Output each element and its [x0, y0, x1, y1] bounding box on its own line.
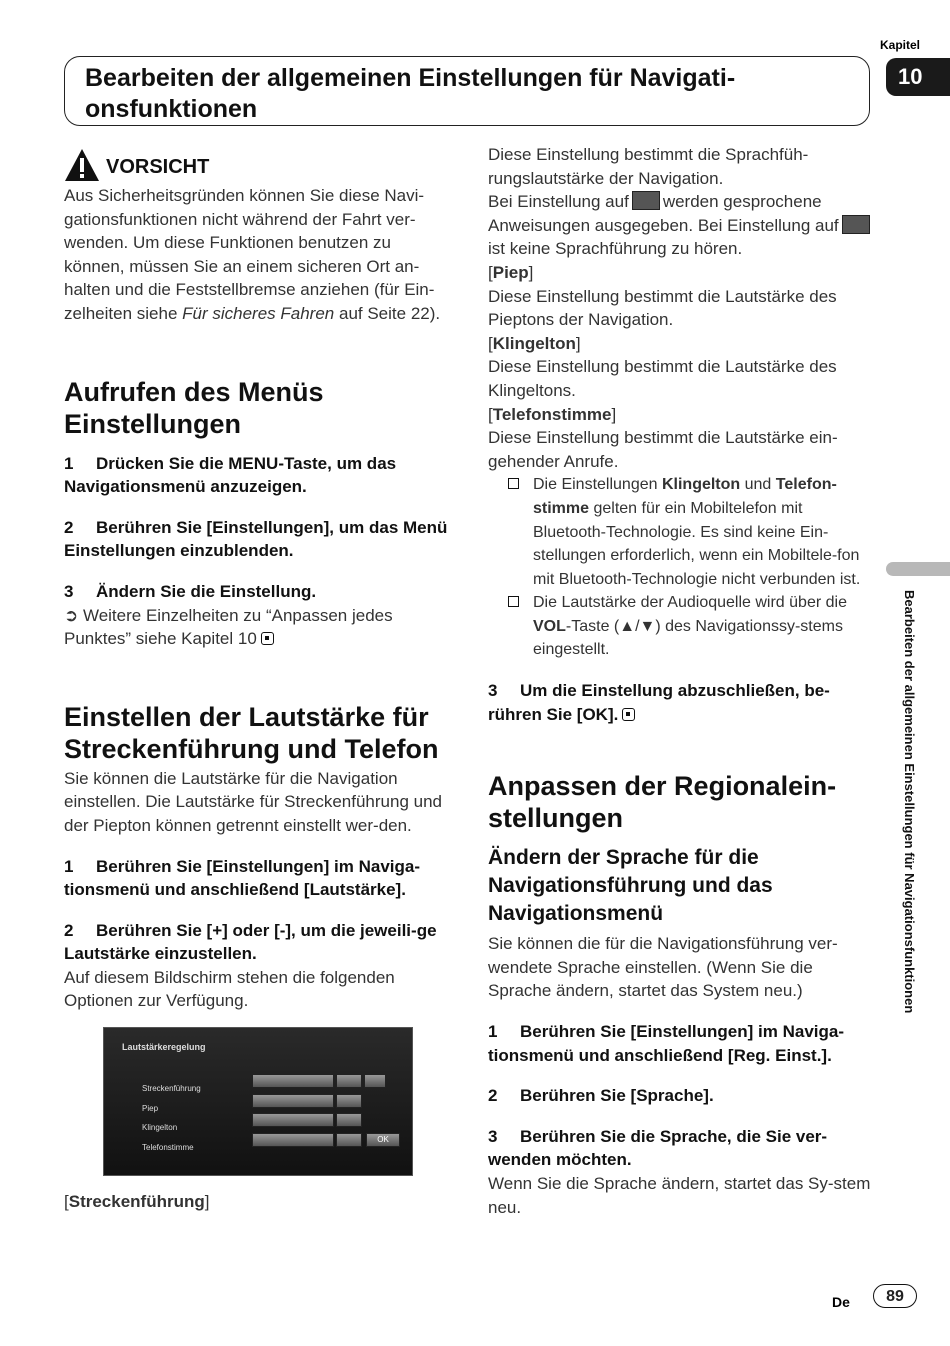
warning-text-part: auf Seite 22).	[334, 303, 441, 323]
step	[488, 1125, 873, 1172]
step-number: 3	[488, 1126, 498, 1146]
page-number: 89	[873, 1284, 917, 1308]
step-number: 2	[64, 517, 74, 537]
screen-plus-button	[336, 1113, 362, 1127]
paragraph: Diese Einstellung bestimmt die Lautstärke des Pieptons der Navigation.	[488, 286, 837, 330]
screen-volume-slider	[252, 1133, 334, 1147]
step-number: 1	[64, 453, 74, 473]
step-text: Berühren Sie [Sprache].	[520, 1086, 714, 1106]
text-bold: Klingelton	[661, 476, 741, 494]
step	[64, 919, 449, 966]
step	[64, 452, 449, 499]
chapter-label: Kapitel	[880, 38, 921, 52]
paragraph: Wenn Sie die Sprache ändern, startet das Sy-stem neu.	[488, 1174, 871, 1217]
screen-ok-button: OK	[366, 1133, 400, 1147]
screen-plus-button	[336, 1094, 362, 1108]
voice-on-icon	[632, 191, 660, 210]
step	[64, 580, 449, 604]
option-name: Piep	[492, 262, 529, 282]
end-mark-icon	[622, 708, 635, 721]
text-bold: VOL	[533, 617, 566, 635]
speaker-icon	[364, 1074, 386, 1088]
step-text: Berühren Sie [Einstellungen] im Naviga-tionsmenü und anschließend [Lautstärke].	[64, 856, 421, 900]
note-item	[488, 591, 873, 662]
screen-row-label: Streckenführung	[142, 1084, 201, 1094]
right-column	[488, 143, 873, 1219]
warning-text-part: Aus Sicherheitsgründen können Sie diese Navi-gationsfunktionen nicht während der Fahrt ver-wenden. Um diese Funktionen benutzen zu können, müssen Sie an einem sicheren Ort an-halten und die Feststellbremse anziehen (für Ein-zelheiten siehe	[64, 186, 435, 323]
screen-title: Lautstärkeregelung	[122, 1042, 206, 1053]
text-part: werden gesprochene Anweisungen ausgegeben. Bei Einstellung auf	[488, 192, 839, 235]
step-text: Ändern Sie die Einstellung.	[96, 581, 317, 601]
step-text: Berühren Sie [+] oder [-], um die jeweili-ge Lautstärke einzustellen.	[64, 920, 437, 964]
volume-screen-image	[103, 1027, 413, 1176]
warning-icon	[64, 148, 100, 182]
step	[64, 516, 449, 563]
step-number: 2	[488, 1086, 498, 1106]
warning-header	[64, 146, 449, 182]
checkbox-bullet-icon	[508, 478, 519, 489]
step	[64, 855, 449, 902]
text-part: ist keine Sprachführung zu hören.	[488, 239, 743, 259]
step	[488, 679, 873, 726]
side-tab-marker	[886, 562, 950, 576]
bracket: [	[64, 1192, 69, 1212]
step-text: Um die Einstellung abzuschließen, be-rühren Sie [OK].	[488, 681, 830, 724]
chapter-number: 10	[886, 58, 950, 96]
text-part: gelten für ein Mobiltelefon mit Bluetooth-Technologie. Es sind keine Ein-stellungen erforderlich, wenn ein Mobiltele-fon mit Bluetooth-Technologie nicht verbunden ist.	[533, 499, 861, 588]
screen-volume-slider	[252, 1074, 334, 1088]
screen-row-label: Telefonstimme	[142, 1143, 194, 1153]
paragraph	[488, 190, 873, 261]
paragraph: Diese Einstellung bestimmt die Lautstärke ein-gehender Anrufe.	[488, 428, 838, 471]
screen-row-label: Piep	[142, 1104, 159, 1114]
end-mark-icon	[261, 632, 274, 645]
note-item	[488, 473, 873, 591]
text-part: und	[740, 476, 776, 494]
text-bold: Telefon-stimme	[533, 476, 837, 517]
step	[488, 1020, 873, 1067]
option-label	[64, 1190, 449, 1214]
step-text: Berühren Sie [Einstellungen] im Naviga-tionsmenü und anschließend [Reg. Einst.].	[488, 1022, 845, 1065]
checkbox-bullet-icon	[508, 596, 519, 607]
screen-volume-slider	[252, 1113, 334, 1127]
language-code: De	[832, 1294, 850, 1310]
paragraph: Diese Einstellung bestimmt die Sprachfüh-rungslautstärke der Navigation.	[488, 145, 809, 188]
option-name: Streckenführung	[68, 1192, 205, 1212]
subsection-title-language: Ändern der Sprache für die Navigationsführung und das Navigationsmenü	[488, 846, 773, 926]
warning-title: VORSICHT	[106, 156, 210, 179]
section-title-volume: Einstellen der Lautstärke für Streckenführung und Telefon	[64, 701, 439, 764]
paragraph: Sie können die Lautstärke für die Navigation einstellen. Die Lautstärke für Streckenführung und der Piepton können getrennt einstellt wer-den.	[64, 768, 443, 835]
step-number: 1	[488, 1022, 498, 1042]
option-label: [Klingelton]	[488, 333, 581, 353]
screen-plus-button	[336, 1074, 362, 1088]
page-title-box	[64, 56, 870, 126]
section-title-regional: Anpassen der Regionalein-stellungen	[488, 771, 837, 834]
text-part: Die Einstellungen	[533, 476, 662, 494]
step-number: 3	[488, 681, 498, 701]
step-text: Berühren Sie die Sprache, die Sie ver-wenden möchten.	[488, 1126, 828, 1170]
section-title-menu: Aufrufen des Menüs Einstellungen	[64, 376, 324, 439]
step-number: 2	[64, 920, 74, 940]
step-number: 1	[64, 856, 74, 876]
option-name: Telefonstimme	[492, 404, 612, 424]
side-tab	[893, 590, 925, 1130]
warning-text	[64, 184, 449, 326]
text-part: -Taste (▲/▼) des Navigationssy-stems eingestellt.	[533, 617, 843, 659]
text-part: Die Lautstärke der Audioquelle wird über die	[533, 594, 847, 612]
reference-text	[64, 604, 449, 651]
step-number: 3	[64, 581, 74, 601]
page-title: Bearbeiten der allgemeinen Einstellungen für Navigati- onsfunktionen	[85, 64, 736, 123]
screen-plus-button	[336, 1133, 362, 1147]
paragraph: Sie können die für die Navigationsführung ver-wendete Sprache einstellen. (Wenn Sie die Sprache ändern, startet das System neu.)	[488, 934, 838, 1001]
left-column	[64, 146, 449, 1214]
screen-row-label: Klingelton	[142, 1123, 178, 1133]
reference-link: ➲ Weitere Einzelheiten zu “Anpassen jedes Punktes” siehe Kapitel 10	[64, 605, 393, 649]
bracket: ]	[204, 1192, 210, 1212]
step	[488, 1084, 873, 1108]
option-name: Klingelton	[492, 333, 576, 353]
paragraph: Auf diesem Bildschirm stehen die folgenden Optionen zur Verfügung.	[64, 967, 395, 1011]
voice-off-icon	[842, 215, 870, 234]
paragraph: Diese Einstellung bestimmt die Lautstärke des Klingeltons.	[488, 357, 837, 400]
text-part: Bei Einstellung auf	[488, 192, 629, 212]
screen-volume-slider	[252, 1094, 334, 1108]
step-text: Berühren Sie [Einstellungen], um das Menü Einstellungen einzublenden.	[64, 517, 448, 561]
side-tab-text: Bearbeiten der allgemeinen Einstellungen für Navigationsfunktionen	[902, 590, 917, 1014]
option-label: [Piep]	[488, 262, 534, 282]
warning-text-reference: Für sicheres Fahren	[182, 303, 335, 323]
option-label: [Telefonstimme]	[488, 404, 617, 424]
step-text: Drücken Sie die MENU-Taste, um das Navigationsmenü anzuzeigen.	[64, 453, 397, 497]
